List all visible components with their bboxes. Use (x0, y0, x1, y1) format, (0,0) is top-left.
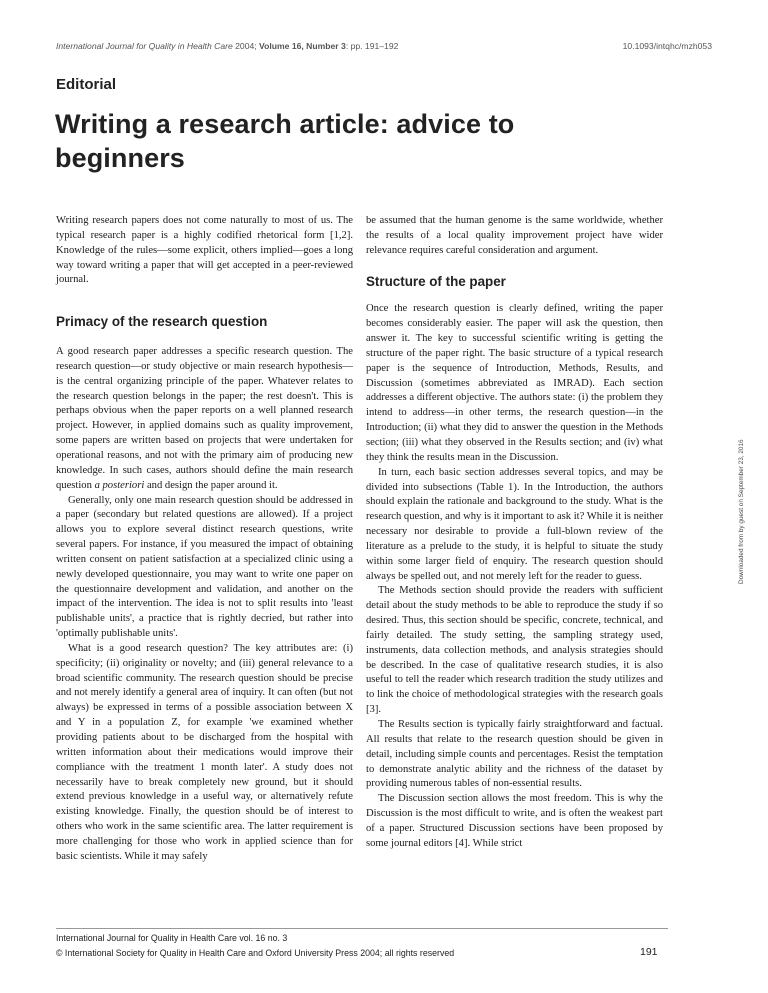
continuation-paragraph: be assumed that the human genome is the same worldwide, whether the results of a local quality improvement project have wider relevance requires careful consideration and argument. (366, 215, 663, 256)
running-head-year: 2004; (235, 41, 257, 51)
section-heading-structure: Structure of the paper (366, 273, 506, 289)
running-head-journal: International Journal for Quality in Health Care (56, 41, 233, 51)
body-paragraph: Generally, only one main research question should be addressed in a paper (secondary but related questions are allowed). If a project allows you to explore several distinct research questions, write several papers. For instance, if you measured the impact of obtaining written consent on patient satisfaction at a specialized clinic using a newly developed questionnaire, you may want to write one paper on the questionnaire development and validation, and another on the impact of the intervention. The idea is not to split results into 'least publishable units', a practice that is rightly decried, but rather into 'optimally publishable units'. (56, 494, 353, 640)
section-heading-research-question: Primacy of the research question (56, 314, 268, 330)
body-paragraph: The Discussion section allows the most freedom. This is why the Discussion is the most difficult to write, and is often the weakest part of a paper. Structured Discussion sections have been proposed by some journal editors [4]. While strict (366, 793, 663, 849)
body-paragraph: The Methods section should provide the readers with sufficient detail about the study methods to be able to reproduce the study if so desired. Thus, this section should be specific, concrete, technical, and fairly detailed. The study setting, the sampling strategy used, instruments, data collection methods, and analysis strategies should be described. In the case of qualitative research studies, it is also useful to tell the reader which research tradition the study utilizes and to link the choice of methodological strategies with the research goals [3]. (366, 585, 663, 716)
body-paragraph: What is a good research question? The key attributes are: (i) specificity; (ii) originality or novelty; and (iii) general relevance to a broad scientific community. The research question should be precise and not merely identify a general area of inquiry. It can often (but not always) be expressed in terms of a possible association between X and Y in a population Z, for example 'we examined whether providing patients about to be discharged from the hospital with written information about their medications would improve their compliance with the treatment 1 month later'. A study does not necessarily have to break completely new ground, but it should extend previous knowledge in a useful way, or alternatively refute existing knowledge. Finally, the question should be of interest to others who work in the same scientific area. The latter requirement is more challenging for those who work in applied science than for basic scientists. While it may safely (56, 642, 353, 862)
intro-paragraph: Writing research papers does not come naturally to most of us. The typical research paper is a highly codified rhetorical form [1,2]. Knowledge of the rules—some explicit, others implied—goes a long way toward writing a paper that will get accepted in a peer-reviewed journal. (56, 215, 353, 286)
running-head-volume: Volume 16, Number 3 (259, 41, 346, 51)
download-watermark (738, 424, 748, 584)
footer-journal-line: International Journal for Quality in Health Care vol. 16 no. 3 (56, 933, 288, 943)
body-paragraph (56, 345, 353, 493)
article-title: Writing a research article: advice to beginners (55, 109, 515, 173)
running-head-doi: 10.1093/intqhc/mzh053 (622, 41, 712, 51)
running-head-pages: : pp. 191–192 (345, 41, 399, 51)
body-paragraph: Once the research question is clearly defined, writing the paper becomes considerably easier. The paper will ask the question, then answer it. The key to successful scientific writing is getting the structure of the paper right. The basic structure of a typical research paper is the sequence of Introduction, Methods, Results, and Discussion (sometimes abbreviated as IMRAD). Each section addresses a different objective. The authors state: (i) the problem they intend to address—in other terms, the research question—in the Introduction; (ii) what they did to answer the question in the Methods section; (iii) what they observed in the Results section; and (iv) what they think the results mean in the Discussion. (366, 303, 663, 463)
running-head (56, 41, 712, 53)
right-column (366, 214, 663, 852)
section-label: Editorial (56, 76, 117, 93)
body-paragraph: In turn, each basic section addresses several topics, and may be divided into subsections (Table 1). In the Introduction, the authors should explain the rationale and background to the study. What is the research question, and why is it important to ask it? While it is neither necessary nor desirable to provide a full-blown review of the literature as a prelude to the study, it is helpful to situate the study within some larger field of enquiry. The research question should always be spelled out, and not merely left for the reader to guess. (366, 466, 663, 582)
italic-term: a posteriori (94, 479, 145, 491)
page-number: 191 (640, 946, 658, 958)
running-head-citation (56, 41, 398, 51)
footer-divider (56, 928, 668, 929)
download-note-text: Downloaded from by guest on September 23, 2016 (738, 439, 745, 584)
left-column (56, 214, 353, 865)
paragraph-text: and design the paper around it. (144, 479, 278, 491)
footer-copyright: © International Society for Quality in Health Care and Oxford University Press 2004; all rights reserved (56, 948, 455, 958)
paragraph-text: A good research paper addresses a specific research question. The research question—or study objective or main research hypothesis—is the central organizing principle of the paper. Whatever relates to the research question belongs in the paper; the rest doesn't. This is perhaps obvious when the paper reports on a well planned research project. However, in applied domains such as quality improvement, some papers are written based on projects that were undertaken for operational reasons, and not with the primary aim of producing new knowledge. In such cases, authors should define the main research question (56, 346, 353, 491)
body-paragraph: The Results section is typically fairly straightforward and factual. All results that relate to the research question should be given in detail, including simple counts and percentages. Resist the temptation to demonstrate analytic ability and the richness of the dataset by providing numerous tables of non-essential results. (366, 719, 663, 790)
